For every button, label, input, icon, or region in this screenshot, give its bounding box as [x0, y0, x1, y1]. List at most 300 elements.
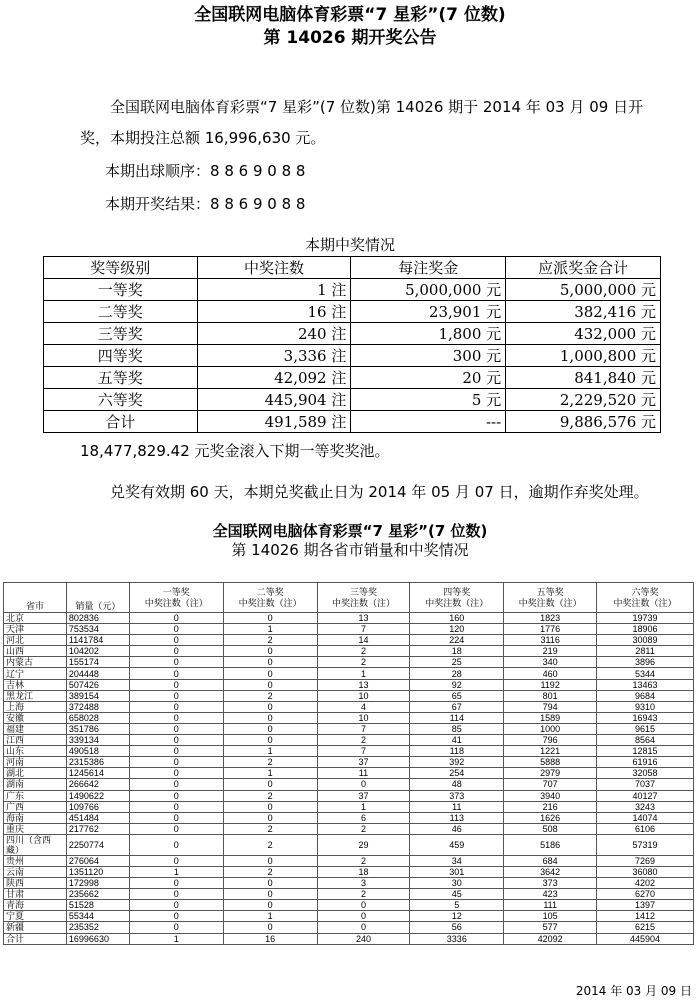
- province-cell: 0: [223, 613, 317, 624]
- province-cell: 2: [317, 823, 410, 834]
- province-cell: 48: [410, 779, 504, 790]
- province-cell: 3243: [597, 801, 694, 812]
- province-cell: 65: [410, 690, 504, 701]
- province-cell: 0: [223, 712, 317, 723]
- province-row: [4, 801, 694, 812]
- province-cell: 0: [129, 701, 223, 712]
- prize-cell: 432,000 元: [506, 323, 661, 345]
- province-cell: 301: [410, 866, 504, 877]
- province-cell: 155174: [66, 657, 129, 668]
- province-row: [4, 878, 694, 889]
- province-cell: 0: [129, 635, 223, 646]
- prize-cell: 240 注: [197, 323, 351, 345]
- prize-row: [44, 279, 661, 301]
- province-cell: 1: [317, 801, 410, 812]
- province-cell: 29: [317, 834, 410, 855]
- province-cell: 2: [223, 823, 317, 834]
- province-cell: 湖南: [4, 779, 67, 790]
- province-cell: 福建: [4, 723, 67, 734]
- province-cell: 204448: [66, 668, 129, 679]
- province-cell: 111: [504, 900, 597, 911]
- province-cell: 山西: [4, 646, 67, 657]
- province-cell: 新疆: [4, 922, 67, 933]
- prize-cell: 1,000,800 元: [506, 345, 661, 367]
- prize-cell: 9,886,576 元: [506, 411, 661, 433]
- province-cell: 658028: [66, 712, 129, 723]
- prize-cell: 445,904 注: [197, 389, 351, 411]
- province-cell: 0: [223, 889, 317, 900]
- province-cell: 373: [410, 790, 504, 801]
- prize-header-cell: 奖等级别: [44, 257, 198, 279]
- province-cell: 1141784: [66, 635, 129, 646]
- province-cell: 451484: [66, 812, 129, 823]
- prize-cell: 491,589 注: [197, 411, 351, 433]
- province-cell: 0: [129, 657, 223, 668]
- province-cell: 217762: [66, 823, 129, 834]
- province-row: [4, 679, 694, 690]
- province-cell: 507426: [66, 679, 129, 690]
- province-cell: 7269: [597, 855, 694, 866]
- province-row: [4, 834, 694, 855]
- province-cell: 安徽: [4, 712, 67, 723]
- province-row: [4, 712, 694, 723]
- province-cell: 吉林: [4, 679, 67, 690]
- province-cell: 0: [129, 757, 223, 768]
- province-cell: 120: [410, 624, 504, 635]
- province-cell: 445904: [597, 933, 694, 944]
- province-cell: 2: [317, 657, 410, 668]
- province-cell: 河北: [4, 635, 67, 646]
- province-row: [4, 613, 694, 624]
- province-cell: 0: [129, 900, 223, 911]
- province-cell: 黑龙江: [4, 690, 67, 701]
- province-header-line: 中奖注数（注）: [144, 597, 208, 608]
- province-cell: 16: [223, 933, 317, 944]
- province-cell: 40127: [597, 790, 694, 801]
- province-cell: 36080: [597, 866, 694, 877]
- prize-row: [44, 345, 661, 367]
- province-cell: 0: [223, 657, 317, 668]
- prize-cell: 四等奖: [44, 345, 198, 367]
- province-cell: 2: [317, 855, 410, 866]
- province-cell: 0: [317, 911, 410, 922]
- province-cell: 41: [410, 735, 504, 746]
- province-cell: 2: [223, 757, 317, 768]
- province-cell: 2: [317, 889, 410, 900]
- province-cell: 118: [410, 746, 504, 757]
- province-cell: 459: [410, 834, 504, 855]
- province-cell: 11: [317, 768, 410, 779]
- province-cell: 1589: [504, 712, 597, 723]
- province-cell: 796: [504, 735, 597, 746]
- draw-result-label: 本期开奖结果：: [105, 195, 211, 213]
- province-table-subtitle: 第 14026 期各省市销量和中奖情况: [231, 541, 469, 559]
- province-row: [4, 812, 694, 823]
- province-cell: 0: [129, 922, 223, 933]
- province-cell: 684: [504, 855, 597, 866]
- province-row: [4, 757, 694, 768]
- province-cell: 宁夏: [4, 911, 67, 922]
- province-cell: 1397: [597, 900, 694, 911]
- province-cell: 5: [410, 900, 504, 911]
- province-cell: 0: [129, 855, 223, 866]
- province-cell: 0: [129, 723, 223, 734]
- province-cell: 湖北: [4, 768, 67, 779]
- province-cell: 801: [504, 690, 597, 701]
- rollover-text: 18,477,829.42 元奖金滚入下期一等奖奖池。: [80, 442, 390, 460]
- province-cell: 2: [223, 866, 317, 877]
- province-cell: 3896: [597, 657, 694, 668]
- page-subtitle: 第 14026 期开奖公告: [263, 28, 437, 48]
- province-row: [4, 746, 694, 757]
- prize-cell: 三等奖: [44, 323, 198, 345]
- province-cell: 4202: [597, 878, 694, 889]
- province-header-line: 六等奖: [631, 586, 659, 597]
- province-cell: 18: [410, 646, 504, 657]
- province-cell: 云南: [4, 866, 67, 877]
- prize-header-cell: 应派奖金合计: [506, 257, 661, 279]
- province-header-line: 二等奖: [256, 586, 284, 597]
- province-row: [4, 635, 694, 646]
- province-cell: 105: [504, 911, 597, 922]
- prize-cell: 16 注: [197, 301, 351, 323]
- province-cell: 57319: [597, 834, 694, 855]
- province-cell: 276064: [66, 855, 129, 866]
- province-cell: 3336: [410, 933, 504, 944]
- province-cell: 5344: [597, 668, 694, 679]
- province-cell: 13: [317, 613, 410, 624]
- province-cell: 216: [504, 801, 597, 812]
- province-row: [4, 823, 694, 834]
- prize-cell: 合计: [44, 411, 198, 433]
- province-header-cell: [410, 583, 504, 613]
- province-row: [4, 668, 694, 679]
- province-cell: 14074: [597, 812, 694, 823]
- prize-row: [44, 323, 661, 345]
- province-row: [4, 624, 694, 635]
- province-cell: 6270: [597, 889, 694, 900]
- province-cell: 0: [223, 701, 317, 712]
- province-cell: 7: [317, 746, 410, 757]
- province-cell: 56: [410, 922, 504, 933]
- province-cell: 0: [129, 790, 223, 801]
- province-cell: 0: [317, 900, 410, 911]
- province-cell: 16996630: [66, 933, 129, 944]
- province-header-cell: [597, 583, 694, 613]
- province-cell: 10: [317, 712, 410, 723]
- prize-cell: 300 元: [351, 345, 506, 367]
- province-cell: 1351120: [66, 866, 129, 877]
- prize-cell: 23,901 元: [351, 301, 506, 323]
- province-cell: 青海: [4, 900, 67, 911]
- province-cell: 707: [504, 779, 597, 790]
- prize-cell: 2,229,520 元: [506, 389, 661, 411]
- province-cell: 254: [410, 768, 504, 779]
- province-cell: 0: [223, 812, 317, 823]
- province-header-cell: [504, 583, 597, 613]
- draw-order-value: 8 8 6 9 0 8 8: [210, 162, 306, 180]
- province-header-cell: [129, 583, 223, 613]
- province-cell: 67: [410, 701, 504, 712]
- province-cell: 0: [129, 878, 223, 889]
- prize-row: [44, 389, 661, 411]
- province-cell: 0: [317, 779, 410, 790]
- province-cell: 10: [317, 690, 410, 701]
- intro-paragraph: 全国联网电脑体育彩票“7 星彩”(7 位数)第 14026 期于 2014 年 03 月 09 日开奖，本期投注总额 16,996,630 元。: [80, 98, 644, 147]
- province-cell: 42092: [504, 933, 597, 944]
- province-cell: 389154: [66, 690, 129, 701]
- province-row: [4, 701, 694, 712]
- province-cell: 30089: [597, 635, 694, 646]
- province-cell: 3116: [504, 635, 597, 646]
- province-row: [4, 779, 694, 790]
- province-cell: 1245614: [66, 768, 129, 779]
- province-cell: 55344: [66, 911, 129, 922]
- province-cell: 河南: [4, 757, 67, 768]
- province-cell: 30: [410, 878, 504, 889]
- province-cell: 海南: [4, 812, 67, 823]
- province-cell: 1: [223, 624, 317, 635]
- province-cell: 1490622: [66, 790, 129, 801]
- province-cell: 235352: [66, 922, 129, 933]
- prize-cell: 20 元: [351, 367, 506, 389]
- province-cell: 34: [410, 855, 504, 866]
- province-table: [3, 582, 694, 945]
- province-cell: 0: [129, 768, 223, 779]
- province-cell: 1192: [504, 679, 597, 690]
- province-cell: 广西: [4, 801, 67, 812]
- province-cell: 2: [223, 690, 317, 701]
- province-row: [4, 922, 694, 933]
- province-cell: 37: [317, 757, 410, 768]
- province-cell: 甘肃: [4, 889, 67, 900]
- province-row: [4, 933, 694, 944]
- province-cell: 8564: [597, 735, 694, 746]
- province-cell: 16943: [597, 712, 694, 723]
- province-cell: 92: [410, 679, 504, 690]
- prize-cell: 841,840 元: [506, 367, 661, 389]
- province-cell: 0: [223, 878, 317, 889]
- province-row: [4, 855, 694, 866]
- province-cell: 577: [504, 922, 597, 933]
- province-cell: 合计: [4, 933, 67, 944]
- province-header-line: 省市: [25, 601, 44, 611]
- province-cell: 0: [223, 779, 317, 790]
- province-cell: 2: [317, 646, 410, 657]
- province-cell: 1: [129, 933, 223, 944]
- prize-cell: 382,416 元: [506, 301, 661, 323]
- prize-cell: 1 注: [197, 279, 351, 301]
- province-cell: 172998: [66, 878, 129, 889]
- prize-header-cell: 每注奖金: [351, 257, 506, 279]
- footer-date: 2014 年 03 月 09 日: [575, 984, 692, 998]
- province-row: [4, 735, 694, 746]
- province-cell: 13: [317, 679, 410, 690]
- province-cell: 天津: [4, 624, 67, 635]
- province-cell: 61916: [597, 757, 694, 768]
- claim-paragraph: 兑奖有效期 60 天，本期兑奖截止日为 2014 年 05 月 07 日，逾期作弃奖处理。: [110, 483, 649, 501]
- province-cell: 7037: [597, 779, 694, 790]
- province-cell: 1: [223, 746, 317, 757]
- province-cell: 160: [410, 613, 504, 624]
- province-cell: 四川（含西藏）: [4, 834, 67, 855]
- province-cell: 490518: [66, 746, 129, 757]
- province-cell: 0: [129, 823, 223, 834]
- province-cell: 85: [410, 723, 504, 734]
- prize-cell: 二等奖: [44, 301, 198, 323]
- province-cell: 6106: [597, 823, 694, 834]
- province-cell: 1: [223, 768, 317, 779]
- province-cell: 0: [129, 801, 223, 812]
- province-cell: 重庆: [4, 823, 67, 834]
- province-cell: 北京: [4, 613, 67, 624]
- province-cell: 0: [223, 801, 317, 812]
- province-cell: 0: [223, 900, 317, 911]
- province-cell: 1776: [504, 624, 597, 635]
- province-cell: 13463: [597, 679, 694, 690]
- province-row: [4, 768, 694, 779]
- province-cell: 7: [317, 624, 410, 635]
- prize-cell: ---: [351, 411, 506, 433]
- province-cell: 1823: [504, 613, 597, 624]
- province-cell: 0: [317, 922, 410, 933]
- draw-order-line: [105, 161, 305, 181]
- province-cell: 235662: [66, 889, 129, 900]
- province-cell: 0: [129, 735, 223, 746]
- province-table-body: [4, 613, 694, 945]
- province-cell: 5186: [504, 834, 597, 855]
- province-cell: 2250774: [66, 834, 129, 855]
- province-table-header: [4, 583, 694, 613]
- province-cell: 340: [504, 657, 597, 668]
- province-cell: 0: [129, 812, 223, 823]
- prize-cell: 一等奖: [44, 279, 198, 301]
- province-header-line: 一等奖: [162, 586, 190, 597]
- province-cell: 5888: [504, 757, 597, 768]
- draw-result-value: 8 8 6 9 0 8 8: [210, 195, 306, 213]
- province-cell: 18906: [597, 624, 694, 635]
- province-header-line: 中奖注数（注）: [613, 597, 677, 608]
- province-cell: 0: [129, 911, 223, 922]
- province-cell: 423: [504, 889, 597, 900]
- prize-cell: 5,000,000 元: [351, 279, 506, 301]
- province-cell: 6215: [597, 922, 694, 933]
- province-cell: 6: [317, 812, 410, 823]
- province-row: [4, 790, 694, 801]
- prize-cell: 3,336 注: [197, 345, 351, 367]
- province-cell: 11: [410, 801, 504, 812]
- province-row: [4, 900, 694, 911]
- province-cell: 0: [223, 668, 317, 679]
- province-cell: 0: [223, 723, 317, 734]
- province-header-line: 销量（元）: [75, 601, 121, 611]
- province-cell: 18: [317, 866, 410, 877]
- province-cell: 19739: [597, 613, 694, 624]
- province-cell: 2315386: [66, 757, 129, 768]
- province-cell: 陕西: [4, 878, 67, 889]
- prize-cell: 5 元: [351, 389, 506, 411]
- province-cell: 37: [317, 790, 410, 801]
- province-cell: 4: [317, 701, 410, 712]
- province-cell: 3: [317, 878, 410, 889]
- province-header-cell: [4, 583, 67, 613]
- province-cell: 266642: [66, 779, 129, 790]
- province-cell: 392: [410, 757, 504, 768]
- province-row: [4, 889, 694, 900]
- province-cell: 贵州: [4, 855, 67, 866]
- province-row: [4, 911, 694, 922]
- province-header-line: 中奖注数（注）: [518, 597, 582, 608]
- province-cell: 2: [317, 735, 410, 746]
- province-cell: 372488: [66, 701, 129, 712]
- province-cell: 1: [317, 668, 410, 679]
- province-cell: 9310: [597, 701, 694, 712]
- province-row: [4, 646, 694, 657]
- province-cell: 0: [223, 855, 317, 866]
- province-cell: 0: [129, 690, 223, 701]
- province-header-line: 中奖注数（注）: [238, 597, 302, 608]
- province-cell: 753534: [66, 624, 129, 635]
- province-cell: 219: [504, 646, 597, 657]
- province-cell: 1: [129, 866, 223, 877]
- province-row: [4, 657, 694, 668]
- province-cell: 14: [317, 635, 410, 646]
- province-cell: 32058: [597, 768, 694, 779]
- province-row: [4, 690, 694, 701]
- province-cell: 109766: [66, 801, 129, 812]
- province-cell: 0: [129, 646, 223, 657]
- province-row: [4, 866, 694, 877]
- prize-header-cell: 中奖注数: [197, 257, 351, 279]
- province-cell: 辽宁: [4, 668, 67, 679]
- province-cell: 2979: [504, 768, 597, 779]
- province-cell: 12: [410, 911, 504, 922]
- province-cell: 0: [223, 922, 317, 933]
- province-cell: 0: [129, 668, 223, 679]
- prize-cell: 42,092 注: [197, 367, 351, 389]
- province-cell: 内蒙古: [4, 657, 67, 668]
- province-header-cell: [66, 583, 129, 613]
- province-cell: 12815: [597, 746, 694, 757]
- province-cell: 25: [410, 657, 504, 668]
- province-row: [4, 723, 694, 734]
- province-header-line: 三等奖: [349, 586, 377, 597]
- province-cell: 2: [223, 635, 317, 646]
- province-cell: 0: [129, 746, 223, 757]
- province-header-cell: [317, 583, 410, 613]
- province-header-line: 四等奖: [443, 586, 471, 597]
- prize-row: [44, 411, 661, 433]
- province-cell: 江西: [4, 735, 67, 746]
- province-cell: 1412: [597, 911, 694, 922]
- prize-cell: 五等奖: [44, 367, 198, 389]
- province-header-cell: [223, 583, 317, 613]
- province-cell: 0: [129, 779, 223, 790]
- province-cell: 上海: [4, 701, 67, 712]
- province-cell: 104202: [66, 646, 129, 657]
- province-cell: 0: [129, 712, 223, 723]
- province-cell: 794: [504, 701, 597, 712]
- province-cell: 山东: [4, 746, 67, 757]
- province-cell: 373: [504, 878, 597, 889]
- province-cell: 0: [223, 735, 317, 746]
- province-cell: 113: [410, 812, 504, 823]
- province-cell: 114: [410, 712, 504, 723]
- province-cell: 1626: [504, 812, 597, 823]
- province-cell: 0: [223, 646, 317, 657]
- prize-table-header: [44, 257, 661, 279]
- province-cell: 1: [223, 911, 317, 922]
